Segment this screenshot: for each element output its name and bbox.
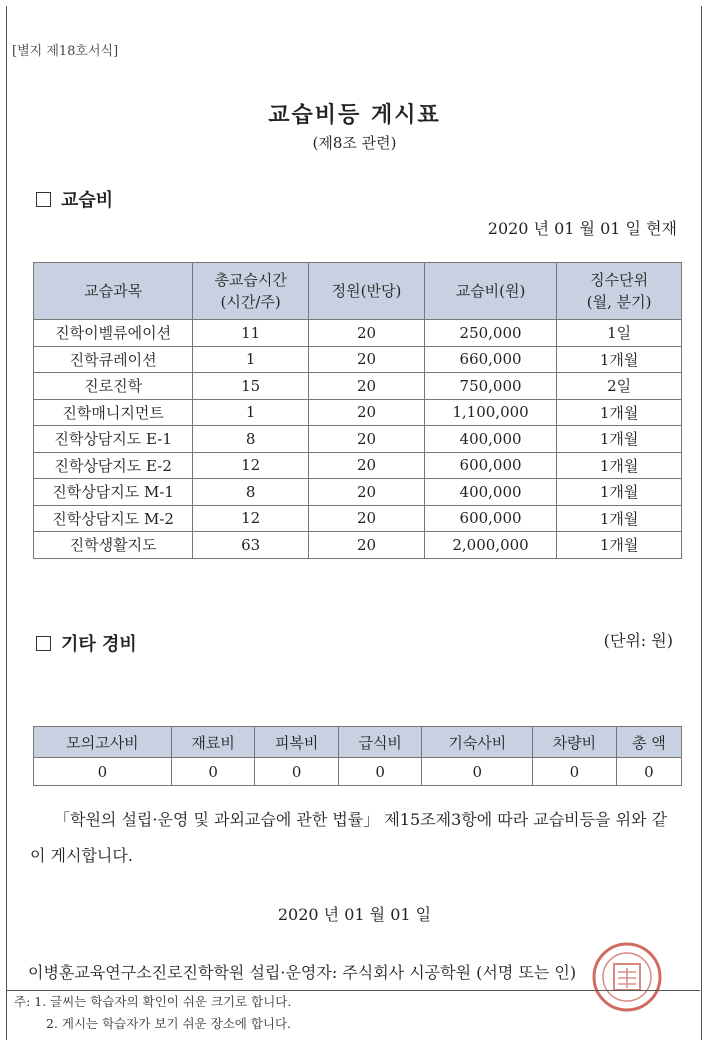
table-row	[34, 505, 682, 532]
tuition-cell: 2일	[557, 373, 682, 400]
tuition-cell: 20	[309, 346, 425, 373]
tuition-cell: 12	[193, 452, 309, 479]
expense-header-cell: 총 액	[616, 727, 681, 758]
tuition-cell: 1개월	[557, 346, 682, 373]
section-tuition-label: 교습비	[61, 190, 114, 211]
tuition-header-cell: 교습과목	[34, 263, 193, 320]
tuition-cell: 1개월	[557, 399, 682, 426]
footnote-2: 2. 게시는 학습자가 보기 쉬운 장소에 합니다.	[46, 1016, 292, 1031]
expense-header-cell: 재료비	[171, 727, 255, 758]
table-row	[34, 532, 682, 559]
tuition-cell: 11	[193, 320, 309, 347]
footnotes	[6, 990, 700, 1035]
table-row	[34, 452, 682, 479]
tuition-cell: 진학생활지도	[34, 532, 193, 559]
tuition-cell: 15	[193, 373, 309, 400]
tuition-cell: 660,000	[424, 346, 556, 373]
other-expenses-table	[33, 726, 682, 786]
tuition-cell: 1개월	[557, 505, 682, 532]
tuition-cell: 1개월	[557, 532, 682, 559]
expense-header-cell: 기숙사비	[422, 727, 533, 758]
tuition-header-cell: 정원(반당)	[309, 263, 425, 320]
tuition-cell: 400,000	[424, 426, 556, 453]
tuition-cell: 20	[309, 532, 425, 559]
tuition-cell: 진학상담지도 M-2	[34, 505, 193, 532]
expense-value-cell: 0	[34, 758, 172, 786]
expense-header-cell: 차량비	[533, 727, 617, 758]
expense-header-cell: 모의고사비	[34, 727, 172, 758]
document-title: 교습비등 게시표	[268, 102, 441, 128]
tuition-cell: 진학큐레이션	[34, 346, 193, 373]
tuition-cell: 1일	[557, 320, 682, 347]
tuition-cell: 1	[193, 346, 309, 373]
table-row	[34, 346, 682, 373]
tuition-cell: 진로진학	[34, 373, 193, 400]
checkbox-icon	[36, 636, 51, 651]
expense-value-cell: 0	[533, 758, 617, 786]
posting-date: 2020 년 01 월 01 일	[277, 905, 432, 924]
tuition-cell: 1	[193, 399, 309, 426]
tuition-cell: 1,100,000	[424, 399, 556, 426]
tuition-cell: 63	[193, 532, 309, 559]
tuition-cell: 400,000	[424, 479, 556, 506]
tuition-cell: 20	[309, 426, 425, 453]
tuition-table	[33, 262, 682, 559]
section-other-expenses-label: 기타 경비	[61, 634, 137, 655]
tuition-cell: 1개월	[557, 452, 682, 479]
tuition-cell: 진학이벨류에이션	[34, 320, 193, 347]
legal-statement: 「학원의 설립·운영 및 과외교습에 관한 법률」 제15조제3항에 따라 교습비등을 위와 같이 게시합니다.	[30, 810, 668, 865]
expense-value-cell: 0	[171, 758, 255, 786]
table-row	[34, 426, 682, 453]
tuition-cell: 8	[193, 479, 309, 506]
tuition-cell: 600,000	[424, 505, 556, 532]
tuition-cell: 20	[309, 452, 425, 479]
current-date: 2020 년 01 월 01 일 현재	[487, 219, 677, 238]
table-row	[34, 399, 682, 426]
tuition-cell: 진학매니지먼트	[34, 399, 193, 426]
tuition-cell: 1개월	[557, 426, 682, 453]
expense-value-cell: 0	[616, 758, 681, 786]
tuition-cell: 1개월	[557, 479, 682, 506]
table-row	[34, 373, 682, 400]
tuition-cell: 600,000	[424, 452, 556, 479]
table-row	[34, 479, 682, 506]
tuition-cell: 750,000	[424, 373, 556, 400]
section-other-expenses-heading	[36, 630, 137, 656]
checkbox-icon	[36, 192, 51, 207]
tuition-cell: 진학상담지도 E-1	[34, 426, 193, 453]
tuition-cell: 12	[193, 505, 309, 532]
expense-header-cell: 급식비	[338, 727, 422, 758]
tuition-cell: 20	[309, 399, 425, 426]
tuition-cell: 20	[309, 505, 425, 532]
expense-value-cell: 0	[338, 758, 422, 786]
document-subtitle: (제8조 관련)	[312, 134, 397, 152]
tuition-header-cell: 징수단위 (월, 분기)	[557, 263, 682, 320]
tuition-cell: 20	[309, 320, 425, 347]
table-row	[34, 320, 682, 347]
tuition-cell: 20	[309, 373, 425, 400]
expense-value-cell: 0	[255, 758, 339, 786]
section-tuition-heading	[36, 186, 113, 212]
tuition-cell: 250,000	[424, 320, 556, 347]
operator-line: 이병훈교육연구소진로진학학원 설립·운영자: 주식회사 시공학원 (서명 또는 인)	[28, 963, 577, 982]
unit-label: (단위: 원)	[603, 631, 673, 650]
tuition-cell: 진학상담지도 E-2	[34, 452, 193, 479]
footnote-1: 주: 1. 글씨는 학습자의 확인이 쉬운 크기로 합니다.	[14, 994, 292, 1009]
expense-header-cell: 피복비	[255, 727, 339, 758]
tuition-cell: 8	[193, 426, 309, 453]
tuition-cell: 진학상담지도 M-1	[34, 479, 193, 506]
tuition-cell: 2,000,000	[424, 532, 556, 559]
expense-value-cell: 0	[422, 758, 533, 786]
tuition-header-cell: 총교습시간 (시간/주)	[193, 263, 309, 320]
tuition-header-cell: 교습비(원)	[424, 263, 556, 320]
tuition-cell: 20	[309, 479, 425, 506]
form-number: [별지 제18호서식]	[12, 44, 119, 59]
